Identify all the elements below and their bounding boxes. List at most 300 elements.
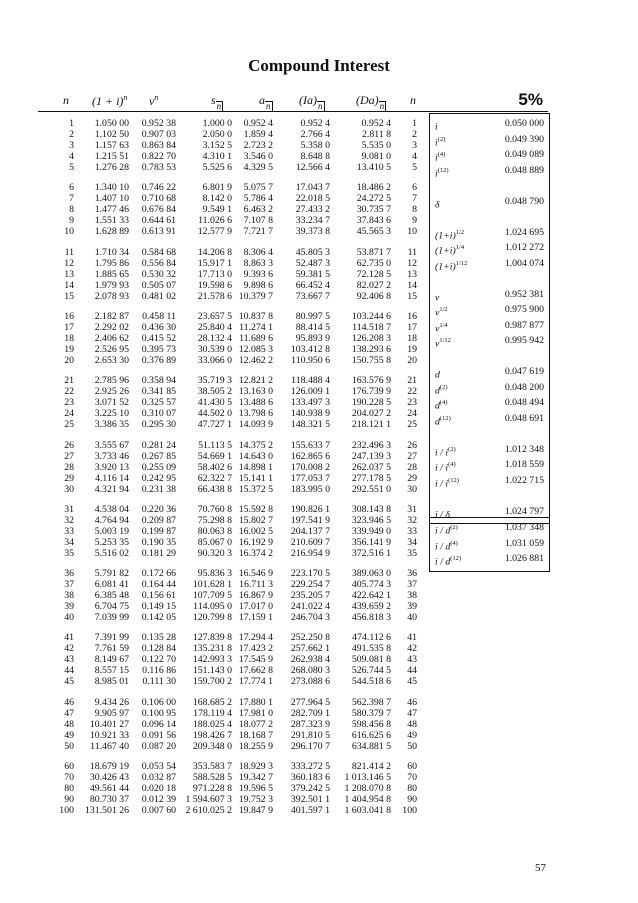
cell-accumulation: 8.557 15 — [94, 665, 129, 677]
table-row — [0, 794, 638, 805]
cell-s-angle-n: 101.628 1 — [192, 579, 232, 591]
table-row — [0, 730, 638, 741]
cell-accumulation: 2.653 30 — [94, 354, 129, 366]
cell-n: 50 — [64, 740, 74, 752]
cell-discount: 0.710 68 — [141, 193, 176, 205]
cell-accumulation: 2.292 02 — [94, 321, 129, 333]
cell-increasing-annuity: 17.043 7 — [295, 182, 330, 194]
cell-discount: 0.242 95 — [141, 472, 176, 484]
cell-increasing-annuity: 287.323 9 — [290, 718, 330, 730]
cell-n-right: 47 — [407, 707, 417, 719]
cell-increasing-annuity: 73.667 7 — [295, 290, 330, 302]
constant-row — [430, 226, 549, 240]
constant-label: $i^{(2)}$ — [435, 135, 446, 148]
cell-n-right: 34 — [407, 536, 417, 548]
constant-row — [430, 396, 549, 410]
cell-accumulation: 7.039 99 — [94, 612, 129, 624]
cell-increasing-annuity: 12.566 4 — [295, 162, 330, 173]
cell-a-angle-n: 3.546 0 — [243, 151, 273, 162]
cell-n: 17 — [64, 321, 74, 333]
cell-accumulation: 10.401 27 — [89, 718, 129, 730]
constant-row — [430, 489, 549, 503]
cell-decreasing-annuity: 616.625 6 — [351, 729, 391, 741]
cell-discount: 0.481 02 — [141, 290, 176, 302]
cell-accumulation: 1.407 10 — [94, 193, 129, 205]
constant-label: i / $d^{(2)}$ — [435, 524, 458, 537]
cell-a-angle-n: 17.545 9 — [238, 654, 273, 666]
cell-discount: 0.281 24 — [141, 439, 176, 451]
cell-s-angle-n: 120.799 8 — [192, 612, 232, 624]
cell-n: 49 — [64, 729, 74, 741]
cell-decreasing-annuity: 218.121 1 — [351, 419, 391, 431]
cell-a-angle-n: 11.689 6 — [239, 332, 273, 344]
cell-n-right: 6 — [412, 182, 417, 194]
cell-s-angle-n: 35.719 3 — [197, 375, 232, 387]
cell-accumulation: 80.730 37 — [89, 794, 129, 805]
cell-s-angle-n: 2.050 0 — [202, 129, 232, 140]
cell-decreasing-annuity: 82.027 2 — [356, 279, 391, 291]
cell-accumulation: 7.761 59 — [94, 643, 129, 655]
cell-n-right: 4 — [412, 151, 417, 162]
constant-value: 0.975 900 — [504, 304, 544, 315]
cell-accumulation: 4.321 94 — [94, 483, 129, 495]
cell-discount: 0.164 44 — [141, 579, 176, 591]
cell-s-angle-n: 75.298 8 — [197, 514, 232, 526]
cell-increasing-annuity: 133.497 3 — [290, 397, 330, 409]
constant-label: $i^{(4)}$ — [435, 151, 446, 164]
cell-decreasing-annuity: 308.143 8 — [351, 503, 391, 515]
constant-value: 1.031 059 — [504, 537, 544, 549]
cell-a-angle-n: 14.643 0 — [238, 450, 273, 462]
cell-n-right: 49 — [407, 729, 417, 741]
cell-accumulation: 2.785 96 — [94, 375, 129, 387]
cell-discount: 0.091 56 — [141, 729, 176, 741]
cell-increasing-annuity: 177.053 7 — [290, 472, 330, 484]
cell-s-angle-n: 971.228 8 — [192, 783, 232, 794]
cell-a-angle-n: 2.723 2 — [243, 140, 273, 151]
cell-accumulation: 5.516 02 — [94, 547, 129, 559]
cell-n: 60 — [64, 761, 74, 772]
cell-n-right: 1 — [412, 118, 417, 129]
table-row — [0, 665, 638, 676]
constant-value: 0.048 790 — [504, 195, 544, 207]
cell-decreasing-annuity: 190.228 5 — [351, 397, 391, 409]
constant-label: $(1+i)^{1/12}$ — [435, 259, 468, 272]
constant-label: $d^{(2)}$ — [435, 383, 448, 396]
constant-row — [430, 210, 549, 224]
cell-n: 80 — [64, 783, 74, 794]
cell-discount: 0.376 89 — [141, 354, 176, 366]
cell-a-angle-n: 18.255 9 — [238, 740, 273, 752]
cell-n: 32 — [64, 514, 74, 526]
constant-row — [430, 288, 549, 302]
cell-discount: 0.952 38 — [141, 118, 176, 129]
cell-a-angle-n: 17.159 1 — [238, 612, 273, 624]
table-row — [0, 601, 638, 612]
cell-decreasing-annuity: 292.551 0 — [351, 483, 391, 495]
cell-n: 70 — [64, 772, 74, 783]
cell-a-angle-n: 5.786 4 — [243, 193, 273, 205]
cell-s-angle-n: 15.917 1 — [197, 257, 232, 269]
cell-s-angle-n: 85.067 0 — [197, 536, 232, 548]
cell-decreasing-annuity: 821.414 2 — [351, 761, 391, 772]
cell-decreasing-annuity: 72.128 5 — [356, 268, 391, 280]
cell-accumulation: 30.426 43 — [89, 772, 129, 783]
cell-n-right: 18 — [407, 332, 417, 344]
table-row — [0, 805, 638, 816]
constant-label: d — [435, 369, 440, 381]
cell-s-angle-n: 1.000 0 — [202, 118, 232, 129]
cell-s-angle-n: 51.113 5 — [198, 439, 232, 451]
constant-row — [430, 133, 549, 147]
cell-accumulation: 6.081 41 — [94, 579, 129, 591]
cell-s-angle-n: 1 594.607 3 — [185, 794, 232, 805]
table-row — [0, 783, 638, 794]
cell-accumulation: 9.905 97 — [94, 707, 129, 719]
constant-value: 0.048 494 — [504, 397, 544, 408]
cell-n: 12 — [64, 257, 74, 269]
cell-s-angle-n: 17.713 0 — [197, 268, 232, 280]
cell-decreasing-annuity: 1 013.146 5 — [344, 772, 391, 783]
cell-s-angle-n: 12.577 9 — [197, 226, 232, 238]
header-rule — [38, 111, 548, 112]
cell-n: 4 — [69, 151, 74, 162]
cell-accumulation: 1.276 28 — [94, 162, 129, 173]
cell-n: 29 — [64, 472, 74, 484]
cell-n: 20 — [64, 354, 74, 366]
cell-accumulation: 11.467 40 — [90, 740, 129, 752]
cell-a-angle-n: 10.379 7 — [238, 290, 273, 302]
cell-s-angle-n: 588.528 5 — [192, 772, 232, 783]
cell-increasing-annuity: 110.950 6 — [291, 354, 330, 366]
cell-s-angle-n: 159.700 2 — [192, 676, 232, 688]
cell-a-angle-n: 8.863 3 — [243, 257, 273, 269]
cell-n: 31 — [64, 503, 74, 515]
cell-accumulation: 5.253 35 — [94, 536, 129, 548]
cell-increasing-annuity: 95.893 9 — [295, 332, 330, 344]
cell-n-right: 37 — [407, 579, 417, 591]
cell-increasing-annuity: 241.022 4 — [290, 601, 330, 613]
cell-increasing-annuity: 155.633 7 — [290, 439, 330, 451]
cell-increasing-annuity: 401.597 1 — [290, 805, 330, 816]
cell-n: 38 — [64, 590, 74, 602]
cell-decreasing-annuity: 262.037 5 — [351, 461, 391, 473]
cell-decreasing-annuity: 150.755 8 — [351, 354, 391, 366]
constant-label: i / $i^{(4)}$ — [435, 461, 456, 474]
cell-discount: 0.020 18 — [141, 783, 176, 794]
cell-a-angle-n: 19.596 5 — [238, 783, 273, 794]
cell-n-right: 7 — [412, 193, 417, 205]
cell-a-angle-n: 9.393 6 — [243, 268, 273, 280]
constant-row — [430, 443, 549, 457]
cell-a-angle-n: 9.898 6 — [243, 279, 273, 291]
constant-row — [430, 319, 549, 333]
constant-value: 0.048 889 — [504, 164, 544, 176]
cell-s-angle-n: 3.152 5 — [202, 140, 232, 151]
cell-n-right: 27 — [407, 450, 417, 462]
cell-increasing-annuity: 22.018 5 — [295, 193, 330, 205]
cell-decreasing-annuity: 103.244 6 — [351, 310, 391, 322]
cell-n-right: 15 — [407, 290, 417, 302]
cell-discount: 0.106 00 — [141, 696, 176, 708]
cell-accumulation: 3.555 67 — [94, 439, 129, 451]
cell-a-angle-n: 16.002 5 — [238, 525, 273, 537]
table-row — [0, 612, 638, 623]
cell-accumulation: 5.003 19 — [94, 525, 129, 537]
cell-s-angle-n: 11.026 6 — [198, 215, 232, 227]
cell-n: 100 — [59, 805, 74, 816]
constant-value: 0.048 200 — [504, 381, 544, 393]
cell-a-angle-n: 12.821 2 — [238, 375, 273, 387]
cell-n: 45 — [64, 676, 74, 688]
header-a-angle-n: an — [259, 93, 271, 111]
cell-a-angle-n: 18.168 7 — [238, 729, 273, 741]
cell-accumulation: 1.551 33 — [94, 215, 129, 227]
cell-increasing-annuity: 277.964 5 — [290, 696, 330, 708]
cell-n: 14 — [64, 279, 74, 291]
cell-s-angle-n: 151.143 0 — [192, 665, 232, 677]
cell-n-right: 10 — [407, 226, 417, 238]
page-number: 57 — [535, 862, 546, 874]
cell-s-angle-n: 168.685 2 — [192, 696, 232, 708]
cell-decreasing-annuity: 339.949 0 — [351, 525, 391, 537]
constant-row — [430, 381, 549, 395]
cell-n-right: 11 — [407, 246, 417, 258]
cell-increasing-annuity: 8.648 8 — [300, 151, 330, 162]
cell-decreasing-annuity: 580.379 7 — [351, 707, 391, 719]
cell-discount: 0.395 73 — [141, 343, 176, 355]
cell-n: 33 — [64, 525, 74, 537]
cell-increasing-annuity: 216.954 9 — [290, 547, 330, 559]
cell-increasing-annuity: 5.358 0 — [300, 140, 330, 151]
cell-s-angle-n: 6.801 9 — [202, 182, 232, 194]
cell-s-angle-n: 30.539 0 — [197, 343, 232, 355]
constants-box — [429, 517, 550, 572]
cell-decreasing-annuity: 204.027 2 — [351, 408, 391, 420]
cell-s-angle-n: 127.839 8 — [192, 632, 232, 644]
cell-n-right: 40 — [407, 612, 417, 624]
cell-s-angle-n: 47.727 1 — [197, 419, 232, 431]
cell-accumulation: 1.050 00 — [94, 118, 129, 129]
cell-increasing-annuity: 118.488 4 — [291, 375, 330, 387]
cell-decreasing-annuity: 562.398 7 — [351, 696, 391, 708]
cell-s-angle-n: 54.669 1 — [197, 450, 232, 462]
cell-n-right: 23 — [407, 397, 417, 409]
cell-discount: 0.613 91 — [141, 226, 176, 238]
cell-accumulation: 1.340 10 — [94, 182, 129, 194]
constant-label: $v^{1/4}$ — [435, 321, 448, 334]
cell-decreasing-annuity: 45.565 3 — [356, 226, 391, 238]
cell-discount: 0.220 36 — [141, 503, 176, 515]
constant-label: $d^{(12)}$ — [435, 414, 451, 427]
cell-discount: 0.172 66 — [141, 568, 176, 580]
cell-increasing-annuity: 252.250 8 — [290, 632, 330, 644]
cell-discount: 0.556 84 — [141, 257, 176, 269]
cell-increasing-annuity: 126.009 1 — [290, 386, 330, 398]
cell-discount: 0.012 39 — [141, 794, 176, 805]
cell-a-angle-n: 18.929 3 — [238, 761, 273, 772]
cell-decreasing-annuity: 372.516 1 — [351, 547, 391, 559]
cell-n-right: 80 — [407, 783, 417, 794]
constant-row — [430, 458, 549, 472]
cell-decreasing-annuity: 62.735 0 — [356, 257, 391, 269]
cell-discount: 0.199 87 — [141, 525, 176, 537]
cell-discount: 0.231 38 — [141, 483, 176, 495]
cell-accumulation: 10.921 33 — [89, 729, 129, 741]
cell-accumulation: 1.628 89 — [94, 226, 129, 238]
cell-discount: 0.644 61 — [141, 215, 176, 227]
cell-n: 19 — [64, 343, 74, 355]
cell-n: 39 — [64, 601, 74, 613]
cell-s-angle-n: 95.836 3 — [197, 568, 232, 580]
cell-n-right: 26 — [407, 439, 417, 451]
cell-decreasing-annuity: 474.112 6 — [352, 632, 391, 644]
cell-n: 2 — [69, 129, 74, 140]
cell-accumulation: 4.538 04 — [94, 503, 129, 515]
cell-discount: 0.149 15 — [141, 601, 176, 613]
constant-value: 0.048 691 — [504, 412, 544, 424]
table-row — [0, 741, 638, 752]
cell-n-right: 100 — [402, 805, 417, 816]
cell-a-angle-n: 13.163 0 — [238, 386, 273, 398]
cell-accumulation: 4.116 14 — [95, 472, 129, 484]
cell-a-angle-n: 6.463 2 — [243, 204, 273, 216]
cell-s-angle-n: 135.231 8 — [192, 643, 232, 655]
cell-n: 35 — [64, 547, 74, 559]
cell-n: 7 — [69, 193, 74, 205]
constant-value: 1.018 559 — [504, 459, 544, 470]
cell-decreasing-annuity: 114.518 7 — [352, 321, 391, 333]
cell-increasing-annuity: 59.381 5 — [295, 268, 330, 280]
table-row — [0, 719, 638, 730]
cell-s-angle-n: 8.142 0 — [202, 193, 232, 205]
cell-increasing-annuity: 183.995 0 — [290, 483, 330, 495]
cell-discount: 0.676 84 — [141, 204, 176, 216]
cell-n: 8 — [69, 204, 74, 216]
cell-increasing-annuity: 204.137 7 — [290, 525, 330, 537]
cell-n-right: 5 — [412, 162, 417, 173]
cell-n: 36 — [64, 568, 74, 580]
cell-increasing-annuity: 103.412 8 — [290, 343, 330, 355]
cell-n: 46 — [64, 696, 74, 708]
cell-discount: 0.181 29 — [141, 547, 176, 559]
cell-n-right: 50 — [407, 740, 417, 752]
cell-increasing-annuity: 229.254 7 — [290, 579, 330, 591]
cell-a-angle-n: 16.867 9 — [238, 590, 273, 602]
cell-decreasing-annuity: 1 208.070 8 — [344, 783, 391, 794]
cell-a-angle-n: 16.374 2 — [238, 547, 273, 559]
cell-decreasing-annuity: 13.410 5 — [356, 162, 391, 173]
cell-n-right: 16 — [407, 310, 417, 322]
cell-n-right: 9 — [412, 215, 417, 227]
cell-n: 11 — [64, 246, 74, 258]
cell-n: 90 — [64, 794, 74, 805]
cell-accumulation: 1.710 34 — [94, 246, 129, 258]
cell-n-right: 32 — [407, 514, 417, 526]
cell-n: 25 — [64, 419, 74, 431]
cell-increasing-annuity: 140.938 9 — [290, 408, 330, 420]
page-title: Compound Interest — [248, 56, 390, 75]
cell-accumulation: 1.795 86 — [94, 257, 129, 269]
cell-n-right: 44 — [407, 665, 417, 677]
cell-n: 15 — [64, 290, 74, 302]
cell-accumulation: 8.149 67 — [94, 654, 129, 666]
cell-decreasing-annuity: 5.535 0 — [361, 140, 391, 151]
cell-s-angle-n: 23.657 5 — [197, 310, 232, 322]
cell-n: 10 — [64, 226, 74, 238]
cell-n-right: 14 — [407, 279, 417, 291]
cell-discount: 0.111 30 — [142, 676, 176, 688]
cell-discount: 0.907 03 — [141, 129, 176, 140]
constant-value: 1.024 695 — [504, 226, 544, 238]
cell-n: 41 — [64, 632, 74, 644]
cell-a-angle-n: 17.774 1 — [238, 676, 273, 688]
cell-n: 16 — [64, 310, 74, 322]
constant-row — [430, 241, 549, 255]
constant-row — [430, 148, 549, 162]
constant-row — [430, 521, 549, 535]
cell-s-angle-n: 14.206 8 — [197, 246, 232, 258]
cell-decreasing-annuity: 18.486 2 — [356, 182, 391, 194]
cell-n-right: 46 — [407, 696, 417, 708]
constant-row — [430, 179, 549, 193]
cell-accumulation: 6.704 75 — [94, 601, 129, 613]
cell-n: 28 — [64, 461, 74, 473]
cell-decreasing-annuity: 1 404.954 8 — [344, 794, 391, 805]
cell-accumulation: 131.501 26 — [84, 805, 129, 816]
cell-accumulation: 2.925 26 — [94, 386, 129, 398]
cell-n: 13 — [64, 268, 74, 280]
cell-n: 42 — [64, 643, 74, 655]
cell-increasing-annuity: 33.234 7 — [295, 215, 330, 227]
cell-discount: 0.325 57 — [141, 397, 176, 409]
constant-label: i / $d^{(4)}$ — [435, 539, 458, 552]
cell-decreasing-annuity: 0.952 4 — [361, 118, 391, 129]
constant-value: 0.049 390 — [504, 133, 544, 145]
cell-n: 3 — [69, 140, 74, 151]
table-row — [0, 579, 638, 590]
cell-a-angle-n: 17.981 0 — [238, 707, 273, 719]
constant-row — [430, 412, 549, 426]
cell-discount: 0.584 68 — [141, 246, 176, 258]
constant-label: i / δ — [435, 508, 450, 520]
constant-label: $(1+i)^{1/4}$ — [435, 244, 465, 257]
cell-n-right: 17 — [407, 321, 417, 333]
cell-increasing-annuity: 333.272 5 — [290, 761, 330, 772]
cell-accumulation: 2.182 87 — [94, 310, 129, 322]
constant-label: $d^{(4)}$ — [435, 399, 448, 412]
cell-s-angle-n: 62.322 7 — [197, 472, 232, 484]
cell-discount: 0.822 70 — [141, 151, 176, 162]
cell-a-angle-n: 14.898 1 — [238, 461, 273, 473]
cell-a-angle-n: 15.802 7 — [238, 514, 273, 526]
cell-increasing-annuity: 360.183 6 — [290, 772, 330, 783]
cell-a-angle-n: 13.798 6 — [238, 408, 273, 420]
cell-increasing-annuity: 296.170 7 — [290, 740, 330, 752]
cell-a-angle-n: 0.952 4 — [243, 118, 273, 129]
cell-decreasing-annuity: 247.139 3 — [351, 450, 391, 462]
header-increasing-annuity: (Ia)n — [299, 93, 323, 111]
cell-n-right: 3 — [412, 140, 417, 151]
cell-increasing-annuity: 246.704 3 — [290, 612, 330, 624]
cell-s-angle-n: 209.348 0 — [192, 740, 232, 752]
cell-a-angle-n: 15.372 5 — [238, 483, 273, 495]
cell-discount: 0.505 07 — [141, 279, 176, 291]
cell-s-angle-n: 178.119 4 — [193, 707, 232, 719]
cell-increasing-annuity: 291.810 5 — [290, 729, 330, 741]
cell-a-angle-n: 1.859 4 — [243, 129, 273, 140]
cell-discount: 0.415 52 — [141, 332, 176, 344]
